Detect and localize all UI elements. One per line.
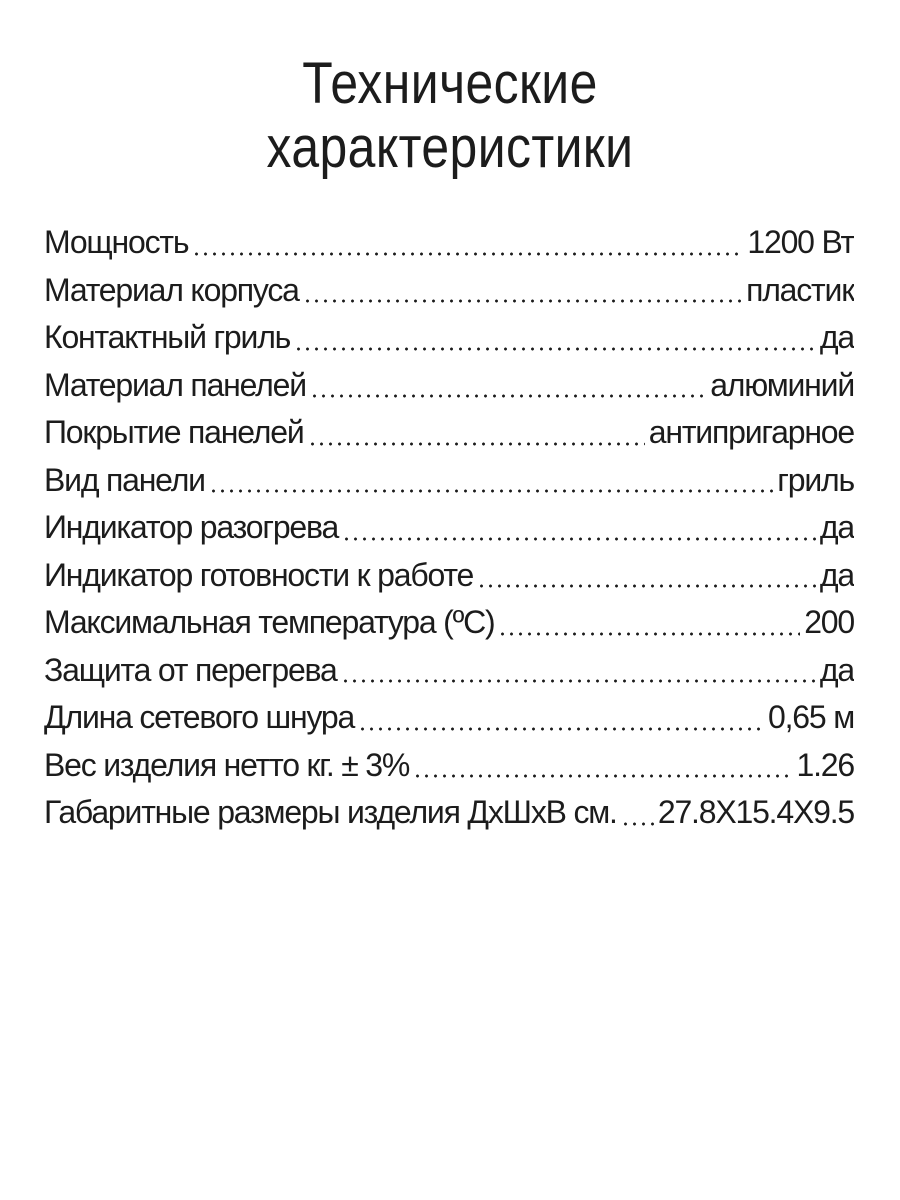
spec-row-panel-material [44,362,854,410]
spec-row-body-material [44,267,854,315]
spec-value: 1200 Вт [747,224,854,260]
spec-row-contact-grill [44,314,854,362]
dot-leader [294,347,816,351]
spec-value: да [819,556,854,593]
spec-label: Вид панели [44,461,205,498]
spec-row-max-temperature [44,599,854,647]
spec-label: Защита от перегрева [44,651,337,688]
dot-leader [621,822,654,826]
spec-value: да [819,509,854,545]
spec-label: Вес изделия нетто кг. ± 3% [44,746,410,783]
spec-row-ready-indicator [44,552,854,600]
spec-list [44,219,854,837]
spec-row-dimensions [44,789,854,837]
spec-label: Длина сетевого шнура [44,699,355,735]
spec-label: Максимальная температура (ºC) [44,604,495,640]
dot-leader [342,537,816,541]
dot-leader [413,774,792,778]
spec-label: Контактный гриль [44,319,291,355]
spec-row-power [44,219,854,267]
spec-value: 27.8X15.4X9.5 [657,794,854,830]
dot-leader [310,394,706,398]
dot-leader [358,727,764,731]
spec-label: Материал корпуса [44,271,299,308]
spec-row-cord-length [44,694,854,742]
spec-label: Индикатор готовности к работе [44,556,474,593]
spec-label: Материал панелей [44,366,306,403]
spec-label: Индикатор разогрева [44,509,339,545]
spec-value: гриль [777,461,854,498]
spec-value: да [819,651,854,688]
spec-value: 200 [804,604,854,640]
dot-leader [498,632,800,636]
dot-leader [303,299,742,303]
spec-value: антипригарное [648,414,854,450]
title-line-1: Технические [302,51,598,116]
spec-label: Мощность [44,224,189,260]
title-line-2: характеристики [266,115,634,180]
spec-row-heat-indicator [44,504,854,552]
spec-row-panel-coating [44,409,854,457]
spec-value: пластик [746,271,854,308]
dot-leader [209,489,773,493]
spec-value: да [819,319,854,355]
spec-label: Покрытие панелей [44,414,304,450]
dot-leader [341,679,816,683]
spec-row-net-weight [44,742,854,790]
dot-leader [308,442,645,446]
spec-row-panel-type [44,457,854,505]
spec-value: 1.26 [796,746,854,783]
spec-row-overheat-protection [44,647,854,695]
spec-label: Габаритные размеры изделия ДхШхВ см. [44,794,617,830]
spec-value: 0,65 м [768,699,854,735]
dot-leader [192,252,743,256]
spec-value: алюминий [710,366,854,403]
dot-leader [477,584,816,588]
page-title [63,52,837,180]
